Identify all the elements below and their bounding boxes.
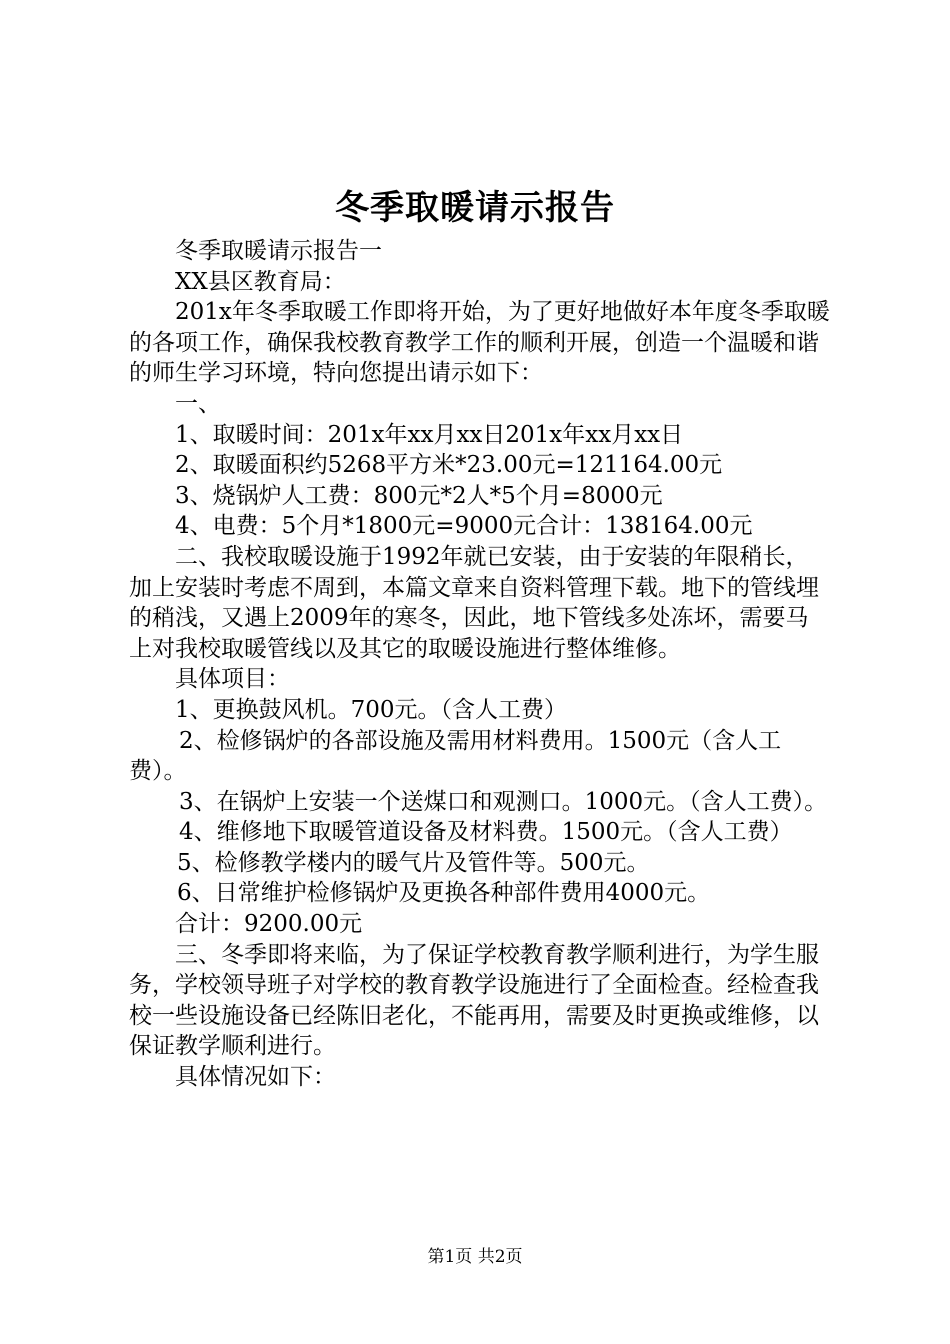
paragraph: 201x年冬季取暖工作即将开始，为了更好地做好本年度冬季取暖的各项工作，确保我校教育教学工作的顺利开展，创造一个温暖和谐的师生学习环境，特向您提出请示如下： [129, 299, 830, 387]
paragraph: 6、日常维护检修锅炉及更换各种部件费用4000元。 [177, 880, 711, 907]
paragraph: 3、在锅炉上安装一个送煤口和观测口。1000元。（含人工费）。 [179, 788, 828, 815]
paragraph: 三、冬季即将来临，为了保证学校教育教学顺利进行，为学生服务，学校领导班子对学校的教育教学设施进行了全面检查。经检查我校一些设施设备已经陈旧老化，不能再用，需要及时更换或维修，以保证教学顺利进行。 [129, 941, 819, 1060]
paragraph: 2、检修锅炉的各部设施及需用材料费用。1500元（含人工费）。 [129, 727, 782, 785]
paragraph: 1、取暖时间：201x年xx月xx日201x年xx月xx日 [175, 421, 684, 448]
document-title: 冬季取暖请示报告 [335, 188, 615, 228]
paragraph: 5、检修教学楼内的暖气片及管件等。500元。 [177, 849, 650, 876]
paragraph: 4、维修地下取暖管道设备及材料费。1500元。（含人工费） [179, 819, 793, 846]
document-body [129, 236, 831, 1093]
paragraph: 具体情况如下： [175, 1064, 336, 1091]
paragraph: 冬季取暖请示报告一 [175, 238, 382, 264]
paragraph: 3、烧锅炉人工费：800元*2人*5个月=8000元 [175, 482, 663, 509]
paragraph: 合计：9200.00元 [175, 911, 363, 938]
paragraph: 1、更换鼓风机。700元。（含人工费） [175, 696, 568, 723]
paragraph: 2、取暖面积约5268平方米*23.00元=121164.00元 [175, 452, 723, 479]
paragraph: 一、 [175, 390, 221, 417]
paragraph: XX县区教育局： [175, 268, 346, 295]
paragraph: 4、电费：5个月*1800元=9000元合计：138164.00元 [175, 513, 753, 540]
page-footer: 第1页 共2页 [427, 1247, 523, 1267]
paragraph: 具体项目： [175, 666, 290, 693]
paragraph: 二、我校取暖设施于1992年就已安装，由于安装的年限稍长，加上安装时考虑不周到，本篇文章来自资料管理下载。地下的管线埋的稍浅，又遇上2009年的寒冬，因此，地下管线多处冻坏，需要马上对我校取暖管线以及其它的取暖设施进行整体维修。 [129, 543, 819, 662]
